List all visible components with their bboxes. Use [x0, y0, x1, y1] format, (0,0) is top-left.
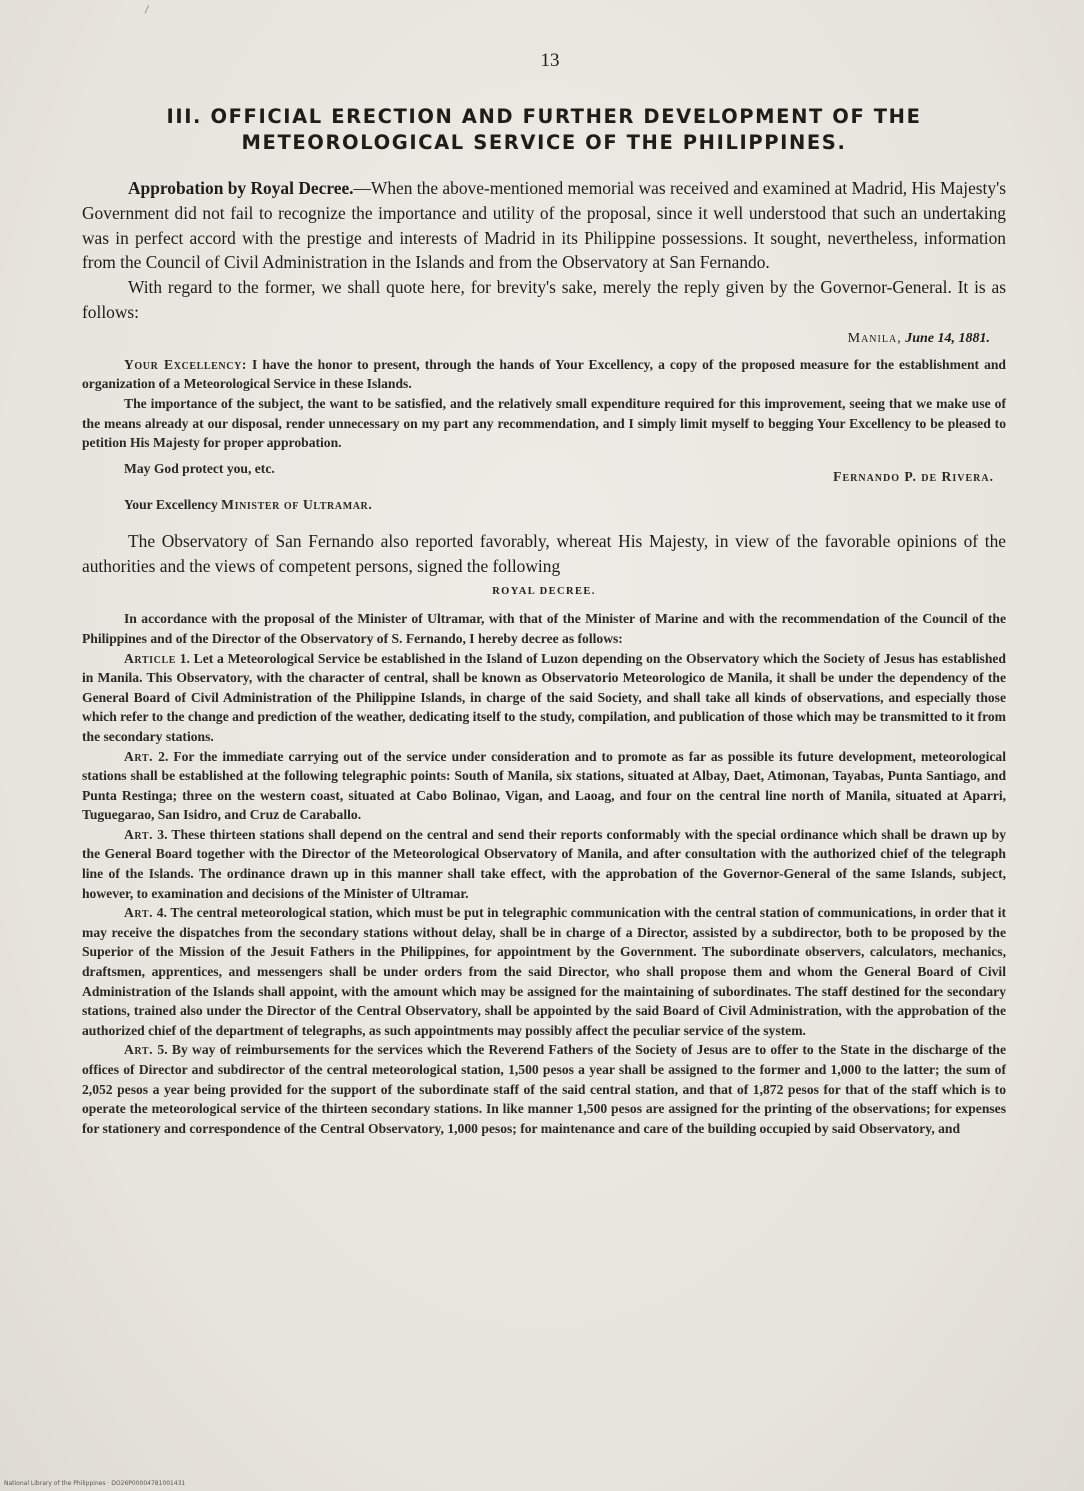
page-number: 13	[540, 50, 560, 71]
letter-paragraph-2: The importance of the subject, the want to be satisfied, and the relatively small expenditure required for this improvement, seeing that we make use of the means already at our disposal, render unnecessary on my part any recommendation, and I simply limit myself to begging Your Excellency to be pleased to petition His Majesty for proper approbation.	[82, 395, 1006, 451]
dateline-date: June 14, 1881.	[905, 330, 990, 346]
intro-paragraph-1	[82, 176, 1006, 275]
article-text: 5. By way of reimbursements for the services which the Reverend Fathers of the Society of Jesus are to offer to the State in the discharge of the offices of Director and subdirector of the central meteorological station, 1,500 pesos a year shall be assigned to the former and 1,000 to the latter; the sum of 2,052 pesos a year being provided for the support of the subordinate staff of the said central station, and that of 1,872 pesos for that of the staff which is to operate the meteorological service of the thirteen secondary stations. In like manner 1,500 pesos are assigned for the printing of the observations; for expenses for stationery and correspondence of the Central Observatory, 1,000 pesos; for maintenance and care of the building occupied by said Observatory, and	[82, 1042, 1006, 1136]
letter-sign-row	[124, 461, 994, 485]
letter-paragraph-1	[82, 355, 1006, 394]
address-prefix: Your Excellency	[124, 496, 222, 512]
article-text: 4. The central meteorological station, which must be put in telegraphic communication with the central station of communications, in order that it may receive the dispatches from the secondary stations without delay, shall be in charge of a Director, assisted by a subdirector, both to be proposed by the Superior of the Mission of the Jesuit Fathers in the Philippines, for appointment by the Government. The subordinate observers, calculators, mechanics, draftsmen, apprentices, and messengers shall be under orders from the said Director, who shall propose them and whom the General Board of Civil Administration of the Islands shall appoint, with the amount which may be assigned for the maintaining of subordinates. The staff destined for the secondary stations, trained also under the Director of the Central Observatory, shall be appointed by the said Board of Civil Administration, with the approbation of the authorized chief of the department of telegraphs, as such appointments may possibly affect the peculiar service of the system.	[82, 905, 1006, 1038]
letter-paragraph-1-text: I have the honor to present, through the hands of Your Excellency, a copy of the proposed measure for the establishment and organization of a Meteorological Service in these Islands.	[82, 356, 1006, 392]
transition-paragraph: The Observatory of San Fernando also reported favorably, whereat His Majesty, in view of the favorable opinions of the authorities and the views of competent persons, signed the following	[82, 530, 1006, 576]
decree-article-4	[82, 903, 1006, 1040]
intro-paragraph-1-text: —When the above-mentioned memorial was received and examined at Madrid, His Majesty's Government did not fail to recognize the importance and utility of the proposal, since it well understood that such an undertaking was in perfect accord with the prestige and interests of Madrid in its Philippine possessions. It sought, nevertheless, information from the Council of Civil Administration in the Islands and from the Observatory at San Fernando.	[82, 178, 1006, 273]
decree-article-1	[82, 649, 1006, 747]
article-label: Article	[124, 650, 177, 666]
article-text: 3. These thirteen stations shall depend on the central and send their reports conformably with the special ordinance which shall be drawn up by the General Board together with the Director of the Meteorological Observatory of Manila, and after consultation with the authorized chief of the telegraph line of the Islands. The ordinance drawn up in this manner shall take effect, with the approbation of the Governor-General of the same Islands, subject, however, to examination and decisions of the Minister of Ultramar.	[82, 826, 1006, 901]
section-lead: Approbation by Royal Decree.	[128, 178, 354, 198]
decree-heading: ROYAL DECREE.	[492, 586, 596, 598]
chapter-title-line-1: III. OFFICIAL ERECTION AND FURTHER DEVELOPMENT OF THE	[166, 105, 922, 128]
decree-article-3	[82, 825, 1006, 903]
article-label: Art.	[124, 826, 154, 842]
article-text: 2. For the immediate carrying out of the service under consideration and to promote as far as possible its future development, meteorological stations shall be established at the following telegraphic points: South of Manila, six stations, situated at Albay, Daet, Atimonan, Tayabas, Punta Santiago, and Punta Restinga; three on the western coast, situated at Cabo Bolinao, Vigan, and Laoag, and four on the central line north of Manila, situated at Aparri, Tuguegarao, San Isidro, and Cruz de Caraballo.	[82, 748, 1006, 823]
decree-article-2	[82, 747, 1006, 825]
letter-closing: May God protect you, etc.	[124, 460, 275, 476]
article-label: Art.	[124, 905, 154, 921]
chapter-title	[82, 104, 1006, 156]
dateline-place: Manila,	[847, 330, 902, 346]
article-label: Art.	[124, 748, 154, 764]
article-label: Art.	[124, 1042, 154, 1058]
page-content	[82, 50, 1006, 1138]
intro-paragraph-2: With regard to the former, we shall quote here, for brevity's sake, merely the reply given by the Governor-General. It is as follows:	[82, 277, 1006, 322]
footer-credit: National Library of the Philippines · DO26P00004781001431	[4, 1480, 186, 1487]
address-title: Minister of Ultramar.	[221, 496, 373, 512]
decree-preamble: In accordance with the proposal of the Minister of Ultramar, with that of the Minister of Marine and with the recommendation of the Council of the Philippines and of the Director of the Observatory of S. Fernando, I hereby decree as follows:	[82, 611, 1006, 646]
decree-article-5	[82, 1040, 1006, 1138]
letter-dateline	[82, 331, 990, 347]
article-text: 1. Let a Meteorological Service be established in the Island of Luzon depending on the Observatory which the Society of Jesus has established in Manila. This Observatory, with the character of central, shall be known as Observatorio Meteorologico de Manila, it shall be under the dependency of the General Board of Civil Administration of the Philippine Islands, in charge of the said Society, and shall take all kinds of observations, and especially those which refer to the change and prediction of the weather, dedicating itself to the study, compilation, and publication of those which may be transmitted to it from the secondary stations.	[82, 650, 1006, 744]
letter-signatory: Fernando P. de Rivera.	[833, 468, 994, 484]
letter-salutation: Your Excellency:	[124, 356, 248, 372]
chapter-title-line-2: METEOROLOGICAL SERVICE OF THE PHILIPPINES.	[241, 131, 847, 154]
letter-address	[124, 497, 1006, 513]
margin-mark	[144, 5, 154, 16]
